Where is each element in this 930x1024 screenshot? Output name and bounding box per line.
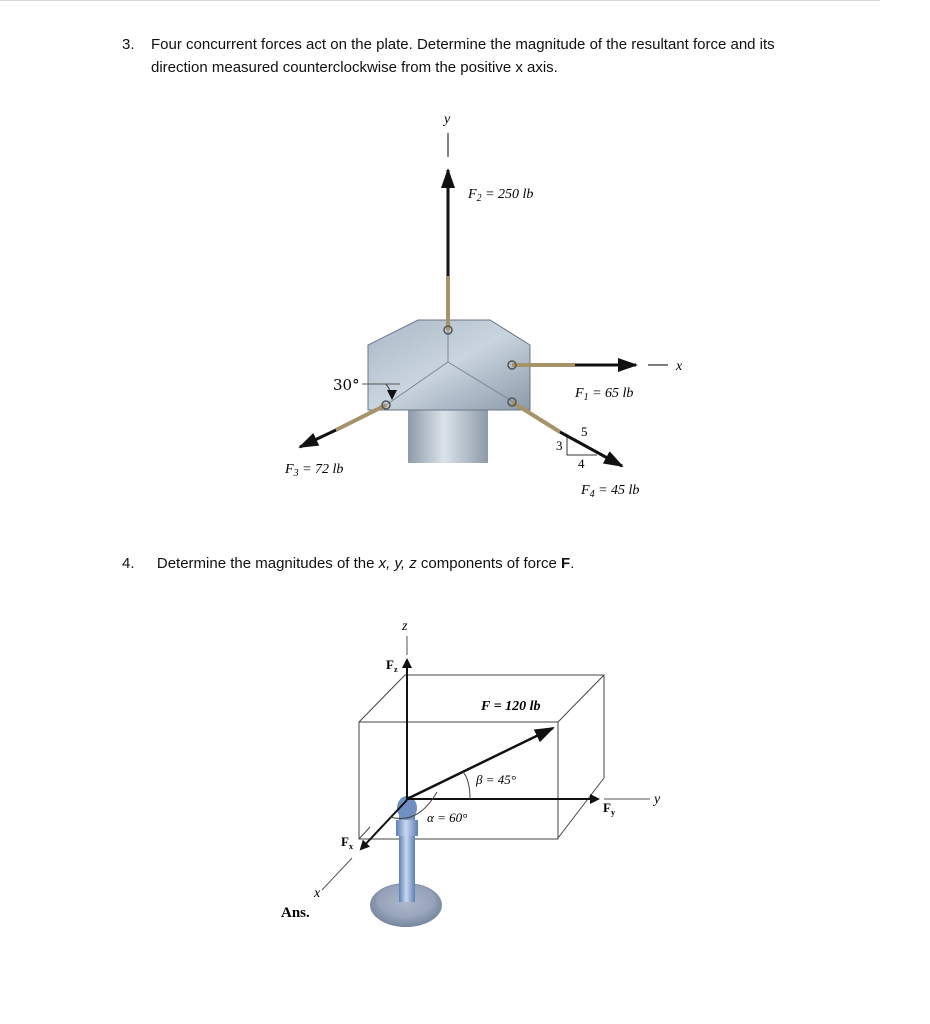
problem-4-vars: x, y, z (378, 555, 417, 572)
angle-label: 30° (333, 376, 360, 394)
F1-label: $F_1 = 65$ lb (575, 386, 634, 403)
Fx-label: $F_x$ (341, 834, 353, 851)
F2-label: $F_2 = 250$ lb (468, 187, 534, 204)
x-axis-2 (322, 858, 352, 890)
problem-3-line-1: Four concurrent forces act on the plate. Determine the magnitude of the resultant force and its (151, 36, 775, 53)
box-figure (313, 619, 661, 927)
F-arrow (407, 728, 553, 799)
beta-label: β = 45° (476, 772, 516, 787)
F3-arrow (300, 430, 336, 447)
y-axis-label-2: y (654, 792, 661, 807)
F3-label: $F_3 = 72$ lb (285, 462, 344, 479)
beta-arc (463, 772, 470, 799)
support-post (408, 405, 488, 463)
problem-3-number: 3. (122, 36, 135, 53)
Fz-label: $F_z$ (386, 657, 398, 674)
x-axis-label: x (676, 359, 683, 374)
x-axis-label-2: x (314, 886, 321, 901)
problem-4-text-b: components of force (416, 555, 561, 572)
problem-4-text-a: Determine the magnitudes of the (156, 555, 379, 572)
F3-rope (336, 405, 386, 430)
answer-label: Ans. (281, 905, 310, 921)
problem-4-force: F (560, 555, 571, 572)
slope-5: 5 (581, 424, 588, 439)
y-axis-label: y (444, 112, 451, 127)
z-axis-label: z (402, 619, 408, 634)
slope-3: 3 (556, 438, 563, 453)
F4-arrow (560, 432, 622, 466)
F4-label: $F_4 = 45$ lb (581, 483, 640, 500)
problem-4-number: 4. (122, 555, 135, 572)
problem-4-text-end: . (570, 555, 575, 572)
problem-3-line-2: direction measured counterclockwise from the positive x axis. (151, 59, 558, 76)
F-label: F = 120 lb (481, 699, 541, 714)
Fy-label: $F_y$ (603, 800, 615, 817)
slope-4: 4 (578, 456, 585, 471)
F4-rope (512, 402, 560, 432)
alpha-label: α = 60° (427, 810, 468, 825)
